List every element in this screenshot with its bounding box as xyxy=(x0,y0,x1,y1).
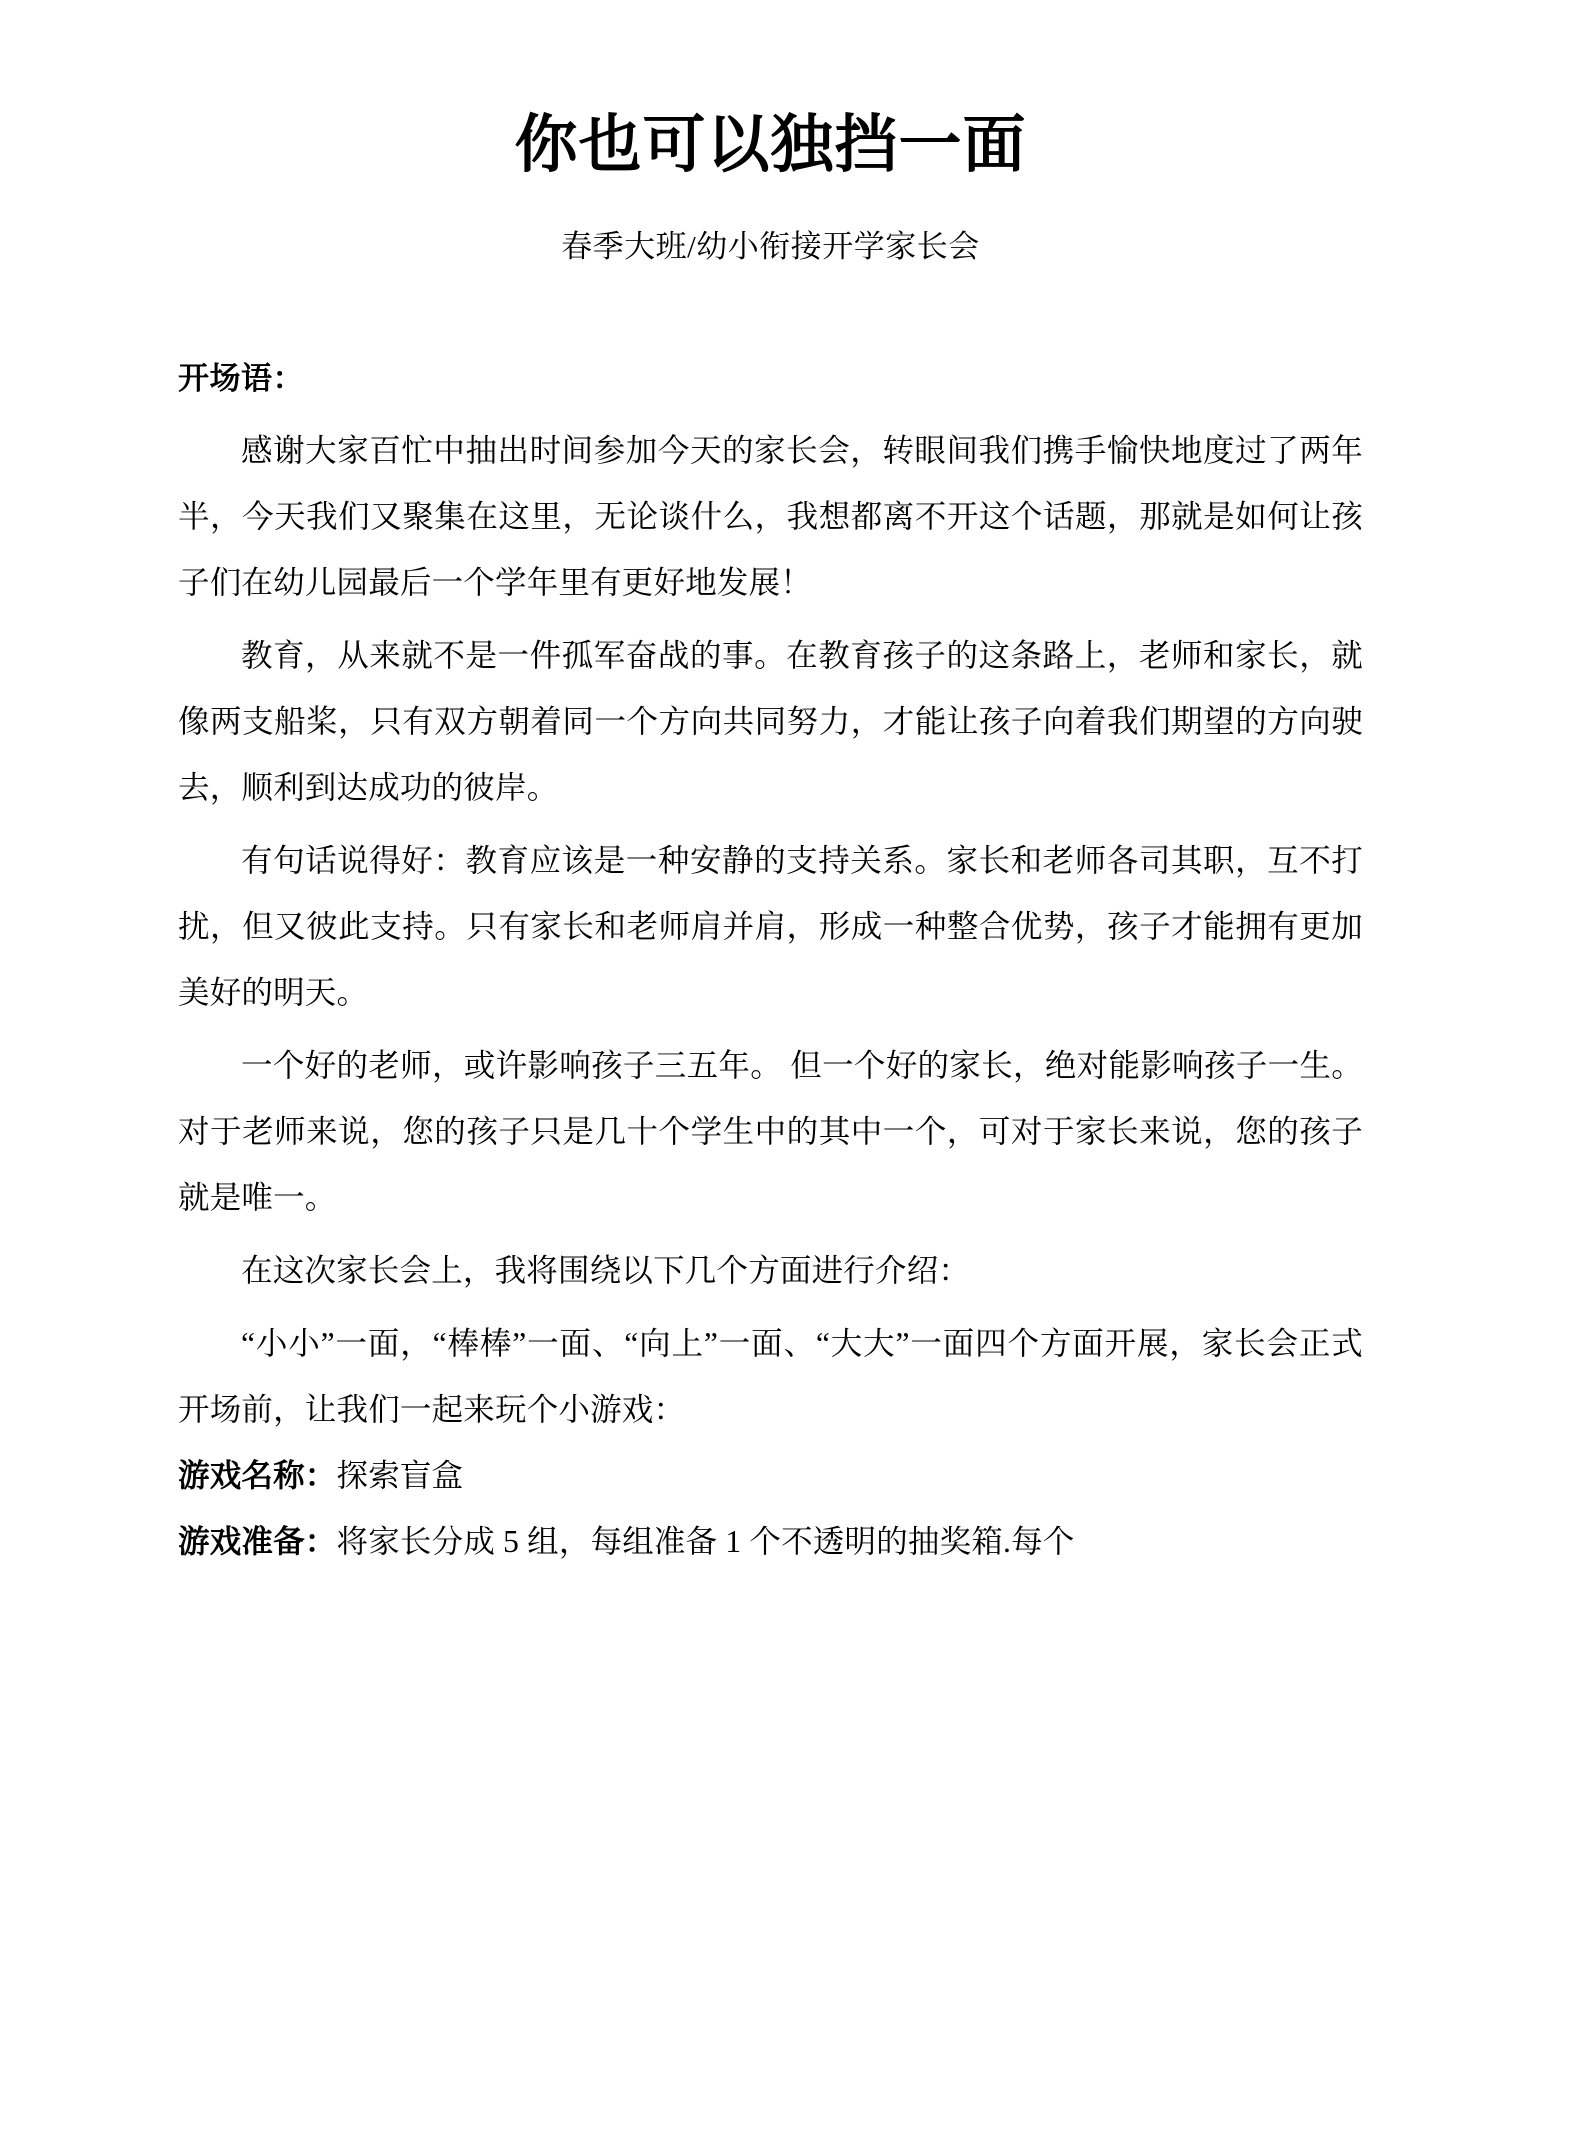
game-prep-value: 将家长分成 5 组，每组准备 1 个不透明的抽奖箱.每个 xyxy=(336,1523,1075,1559)
body-paragraph: “小小”一面，“棒棒”一面、“向上”一面、“大大”一面四个方面开展，家长会正式开场前，让我们一起来玩个小游戏： xyxy=(178,1325,1363,1427)
body-paragraph: 感谢大家百忙中抽出时间参加今天的家长会，转眼间我们携手愉快地度过了两年半，今天我们又聚集在这里，无论谈什么，我想都离不开这个话题，那就是如何让孩子们在幼儿园最后一个学年里有更好地发展！ xyxy=(178,432,1363,600)
section-heading-opening: 开场语： xyxy=(178,360,304,396)
game-name-value: 探索盲盒 xyxy=(336,1457,464,1493)
page-subtitle: 春季大班/幼小衔接开学家长会 xyxy=(561,229,980,265)
page-title: 你也可以独挡一面 xyxy=(514,110,1027,180)
document-content xyxy=(178,0,1363,1575)
body-paragraph: 在这次家长会上，我将围绕以下几个方面进行介绍： xyxy=(241,1252,971,1288)
body-paragraph: 一个好的老师，或许影响孩子三五年。 但一个好的家长，绝对能影响孩子一生。对于老师来说，您的孩子只是几十个学生中的其中一个，可对于家长来说，您的孩子就是唯一。 xyxy=(178,1047,1363,1215)
game-prep-line xyxy=(178,1509,1363,1575)
game-prep-label: 游戏准备： xyxy=(178,1523,337,1559)
game-name-label: 游戏名称： xyxy=(178,1457,337,1493)
body-paragraph: 教育，从来就不是一件孤军奋战的事。在教育孩子的这条路上，老师和家长，就像两支船桨，只有双方朝着同一个方向共同努力，才能让孩子向着我们期望的方向驶去，顺利到达成功的彼岸。 xyxy=(178,637,1363,805)
body-paragraph: 有句话说得好：教育应该是一种安静的支持关系。家长和老师各司其职，互不打扰，但又彼此支持。只有家长和老师肩并肩，形成一种整合优势，孩子才能拥有更加美好的明天。 xyxy=(178,842,1363,1010)
game-name-line xyxy=(178,1443,1363,1509)
